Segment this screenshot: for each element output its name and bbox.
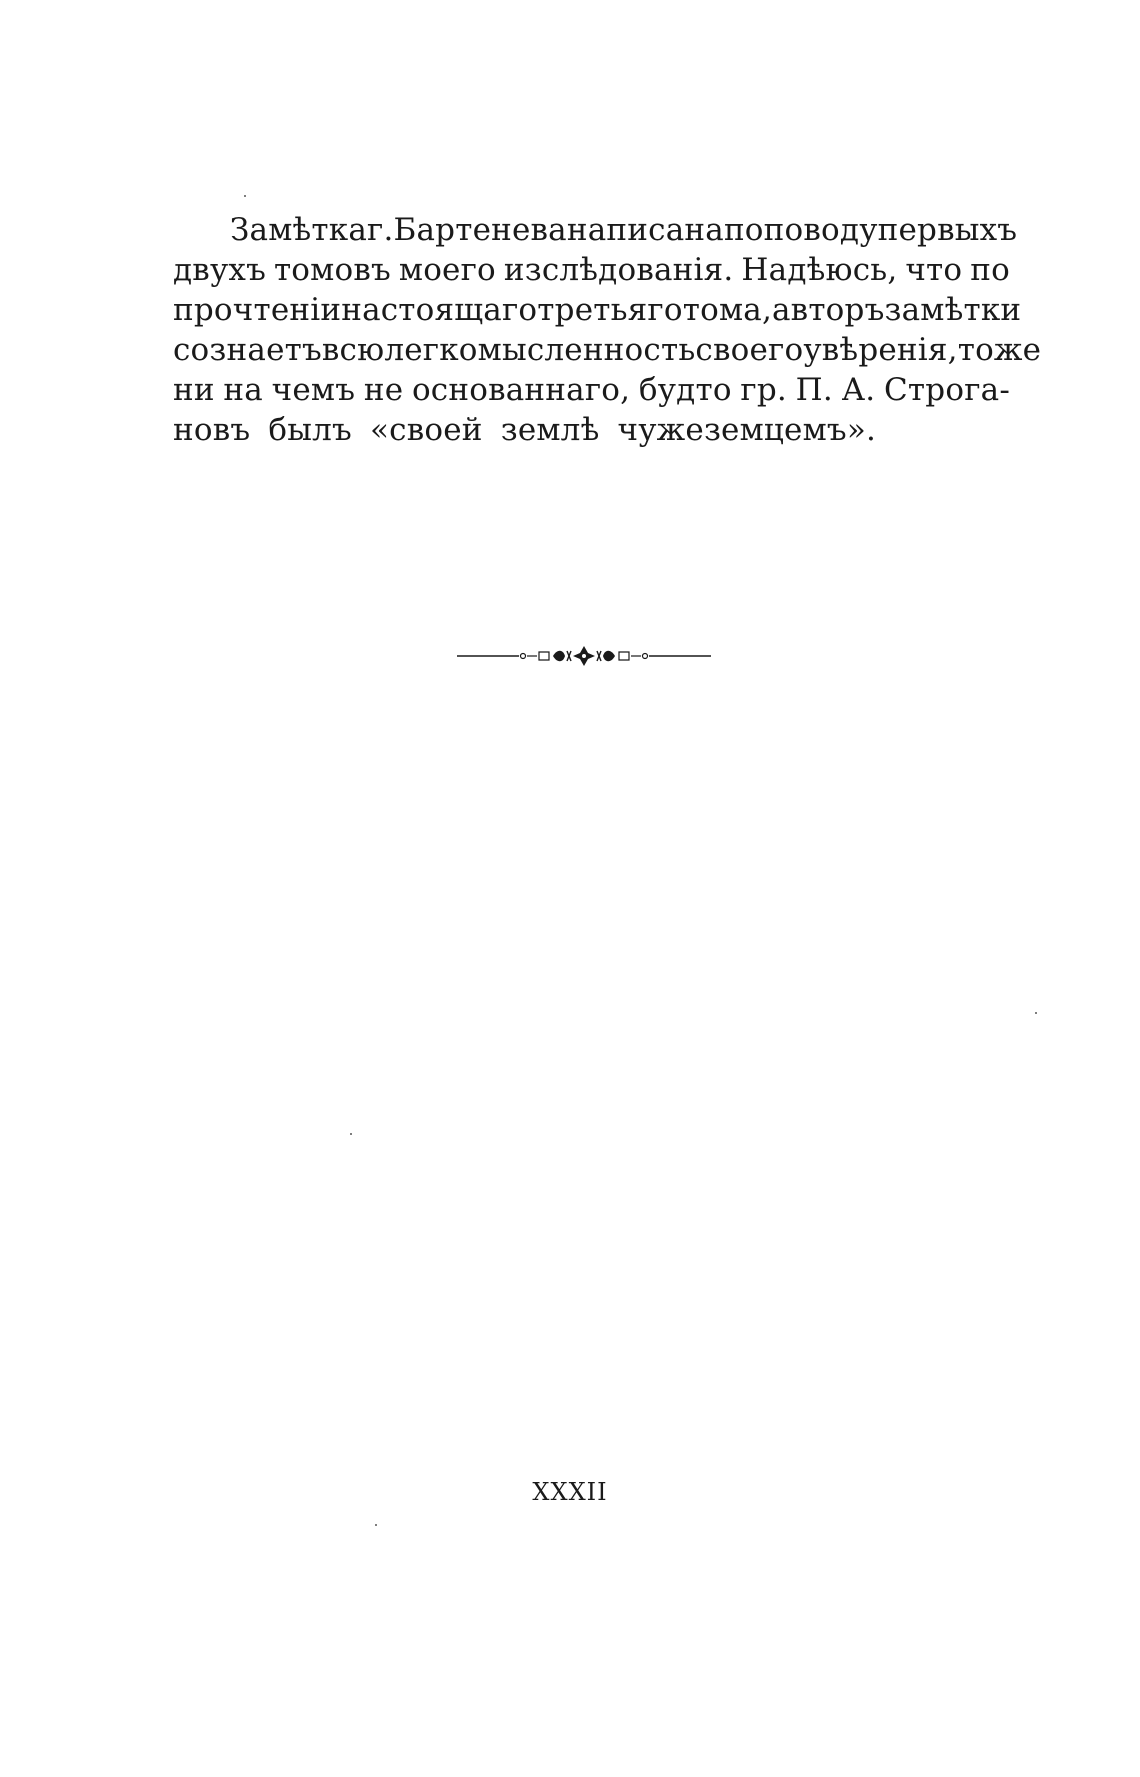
word: моего — [398, 252, 496, 288]
word: Строга- — [884, 372, 1010, 408]
word: всю — [321, 332, 385, 368]
word: двухъ — [173, 252, 266, 288]
word: «своей — [370, 412, 483, 448]
word: землѣ — [500, 412, 600, 448]
word: поводу — [763, 212, 878, 248]
word: Бартенева — [393, 212, 567, 248]
word: своего — [695, 332, 804, 368]
paragraph-line-4 — [173, 330, 1042, 370]
word: первыхъ — [877, 212, 1018, 248]
word: томовъ — [273, 252, 391, 288]
word: изслѣдованія. — [503, 252, 734, 288]
paragraph-line-2 — [173, 250, 1010, 290]
paragraph-line-1 — [173, 210, 1018, 250]
word: что — [905, 252, 963, 288]
word: настоящаго — [341, 292, 538, 328]
word: новъ — [173, 412, 251, 448]
word: чужеземцемъ». — [617, 412, 877, 448]
word: третьяго — [537, 292, 683, 328]
page-number: XXXII — [532, 1478, 608, 1506]
ink-speck — [244, 195, 246, 197]
paragraph-line-5 — [173, 370, 1010, 410]
word: не — [363, 372, 404, 408]
ink-speck — [375, 1524, 377, 1526]
word: сознаетъ — [173, 332, 322, 368]
word: написана — [566, 212, 724, 248]
word: тоже — [957, 332, 1042, 368]
word: Надѣюсь, — [741, 252, 898, 288]
word: тома, — [682, 292, 772, 328]
word: ни — [173, 372, 215, 408]
word: на — [223, 372, 263, 408]
word: увѣренія, — [803, 332, 958, 368]
word: будто — [638, 372, 732, 408]
word: основаннаго, — [411, 372, 631, 408]
ink-speck — [350, 1133, 352, 1135]
paragraph-line-3 — [173, 290, 1022, 330]
word: г. — [367, 212, 394, 248]
ornamental-divider — [457, 644, 711, 668]
word: замѣтки — [884, 292, 1022, 328]
word: гр. — [740, 372, 787, 408]
paragraph-line-6 — [173, 410, 1010, 450]
word: А. — [841, 372, 876, 408]
word: П. — [795, 372, 833, 408]
body-paragraph — [173, 210, 1042, 450]
word: по — [970, 252, 1010, 288]
word: авторъ — [772, 292, 885, 328]
word: по — [723, 212, 764, 248]
ink-speck — [1035, 1012, 1037, 1014]
word: легкомысленность — [384, 332, 696, 368]
word: Замѣтка — [230, 212, 368, 248]
word: прочтеніи — [173, 292, 342, 328]
word: чемъ — [271, 372, 356, 408]
word: былъ — [268, 412, 352, 448]
